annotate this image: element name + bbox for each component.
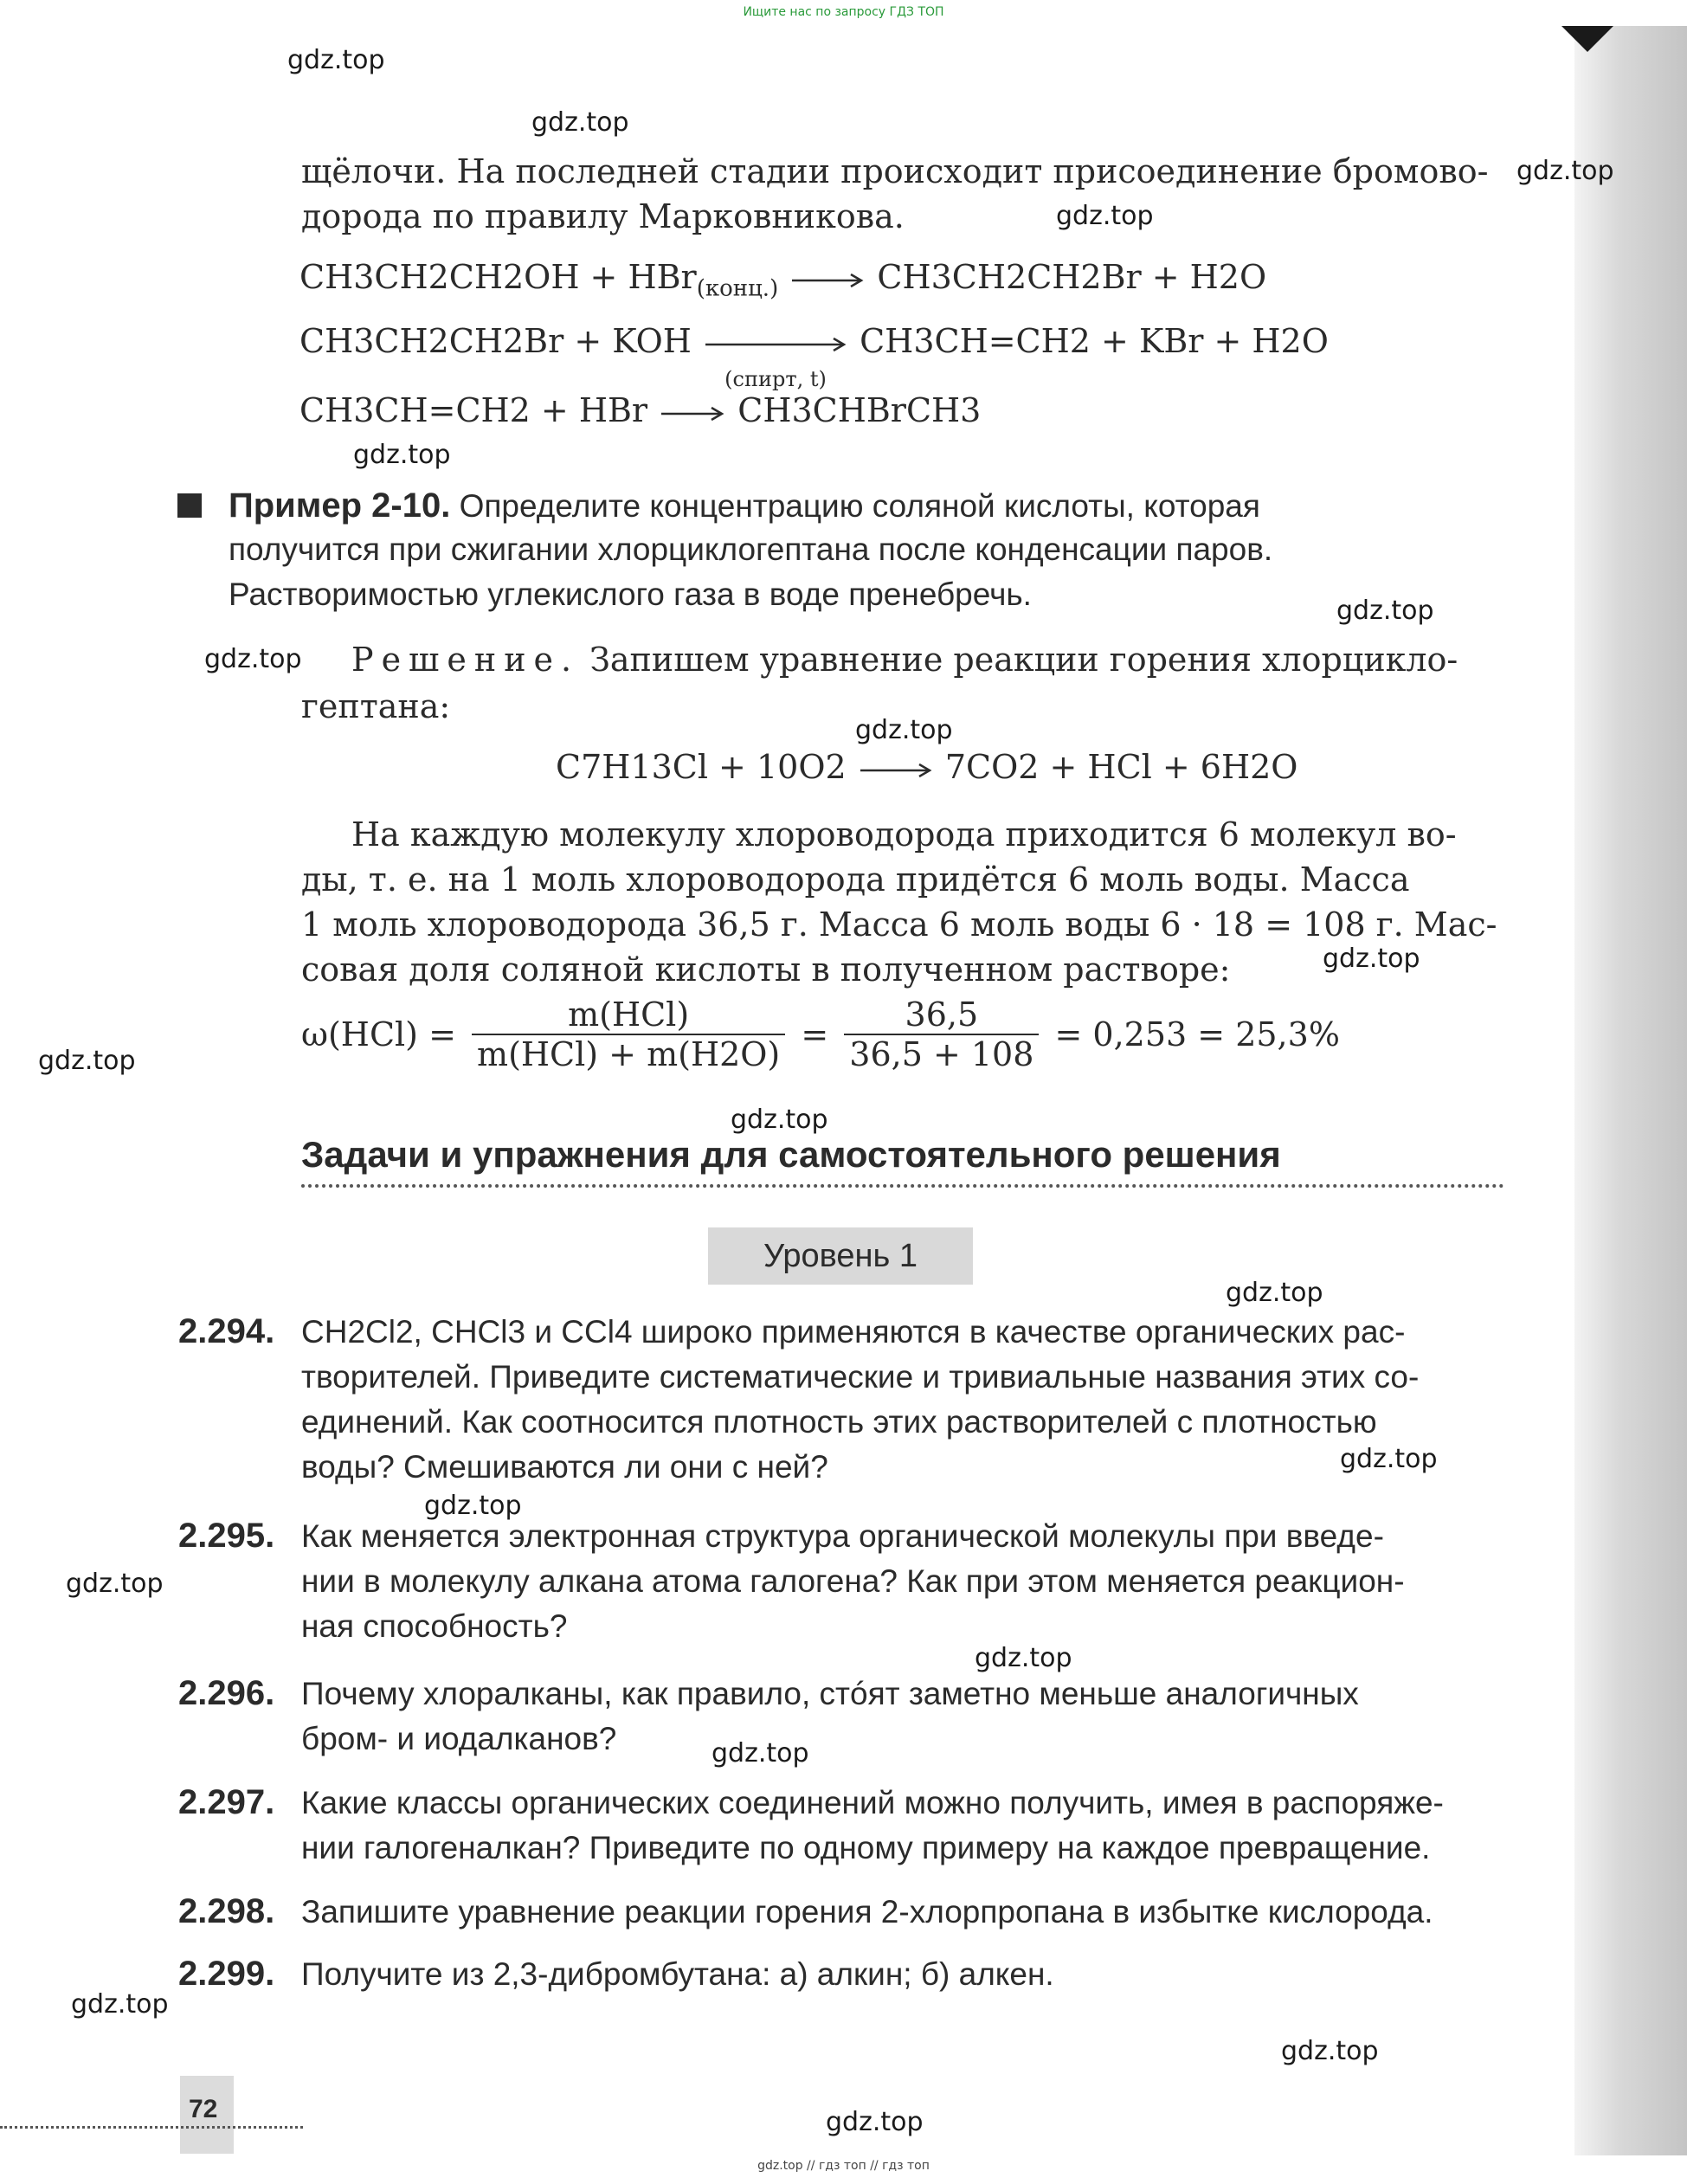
intro-line: щёлочи. На последней стадии происходит присоединение бромово- — [301, 152, 1489, 190]
watermark: gdz.top — [855, 715, 953, 745]
problem-line: воды? Смешиваются ли они с ней? — [301, 1449, 828, 1485]
reaction-arrow-icon — [658, 405, 727, 422]
equation-4 — [556, 748, 1297, 786]
watermark: gdz.top — [1056, 201, 1154, 231]
intro-line: дорода по правилу Марковникова. — [301, 197, 905, 235]
corner-triangle-icon — [1561, 26, 1613, 52]
problem-line: нии в молекулу алкана атома галогена? Как при этом меняется реакцион- — [301, 1563, 1405, 1599]
watermark: gdz.top — [731, 1105, 828, 1135]
solution-paragraph-line: 1 моль хлороводорода 36,5 г. Масса 6 моль воды 6 · 18 = 108 г. Мас- — [301, 905, 1497, 944]
watermark: gdz.top — [287, 45, 385, 75]
problem-line: бром- и иодалканов? — [301, 1721, 617, 1756]
eq1-right: CH3CH2CH2Br + H2O — [877, 258, 1267, 296]
solution-paragraph-line: совая доля соляной кислоты в полученном растворе: — [301, 950, 1231, 989]
watermark: gdz.top — [1281, 2036, 1379, 2066]
problem-line: Как меняется электронная структура органической молекулы при введе- — [301, 1518, 1384, 1554]
reaction-arrow-icon — [789, 272, 866, 289]
example-text: Определите концентрацию соляной кислоты, которая — [459, 488, 1260, 524]
problem-number: 2.297. — [178, 1783, 275, 1821]
watermark: gdz.top — [353, 440, 451, 470]
eq2-right: CH3CH=CH2 + KBr + H2O — [860, 322, 1329, 360]
eq3-right: CH3CHBrCH3 — [737, 391, 982, 429]
example-line: получится при сжигании хлорциклогептана после конденсации паров. — [229, 532, 1273, 567]
watermark: gdz.top — [204, 644, 302, 674]
problem-number: 2.295. — [178, 1517, 275, 1555]
footer-note: gdz.top // гдз топ // гдз топ — [757, 2159, 930, 2173]
watermark: gdz.top — [424, 1491, 522, 1521]
watermark: gdz.top — [712, 1738, 809, 1768]
watermark: gdz.top — [975, 1643, 1072, 1673]
watermark: gdz.top — [1336, 596, 1434, 626]
fraction-numerator: m(HCl) — [568, 995, 690, 1034]
header-note: Ищите нас по запросу ГДЗ ТОП — [743, 5, 944, 19]
fraction-denominator: m(HCl) + m(H2O) — [472, 1034, 785, 1073]
fraction-numeric — [844, 995, 1039, 1073]
problem-line: нии галогеналкан? Приведите по одному примеру на каждое превращение. — [301, 1830, 1431, 1865]
eq4-left: C7H13Cl + 10O2 — [556, 748, 847, 786]
eq2-condition: (спирт, t) — [724, 366, 827, 391]
problem-number: 2.296. — [178, 1674, 275, 1712]
solution-label: Решение. — [351, 641, 580, 679]
mass-fraction-formula — [301, 995, 1340, 1073]
eq1-condition: (конц.) — [696, 275, 779, 302]
watermark: gdz.top — [826, 2107, 924, 2137]
problem-line: творителей. Приведите систематические и тривиальные названия этих со- — [301, 1359, 1420, 1395]
problem-line: ная способность? — [301, 1608, 568, 1644]
watermark: gdz.top — [38, 1046, 136, 1076]
page-number: 72 — [189, 2095, 218, 2123]
fraction-symbolic — [472, 995, 785, 1073]
problem-number: 2.294. — [178, 1312, 275, 1350]
watermark: gdz.top — [66, 1569, 164, 1599]
fraction-numerator: 36,5 — [905, 995, 979, 1034]
equation-2 — [299, 322, 1329, 391]
watermark: gdz.top — [1323, 944, 1420, 974]
example-label: Пример 2-10. — [229, 486, 451, 525]
reaction-arrow-icon — [857, 762, 935, 779]
problem-number: 2.299. — [178, 1955, 275, 1993]
eq2-left: CH3CH2CH2Br + KOH — [299, 322, 692, 360]
formula-lhs: ω(HCl) = — [301, 1015, 456, 1053]
reaction-arrow-icon — [702, 336, 849, 391]
solution-text: Запишем уравнение реакции горения хлорцикло- — [589, 641, 1458, 679]
page-edge-shadow — [1574, 26, 1687, 2155]
formula-result: = 0,253 = 25,3% — [1054, 1015, 1340, 1053]
problem-line: Запишите уравнение реакции горения 2-хлорпропана в избытке кислорода. — [301, 1894, 1433, 1930]
watermark: gdz.top — [1226, 1278, 1323, 1308]
problem-line: Получите из 2,3-дибромбутана: а) алкин; б) алкен. — [301, 1956, 1054, 1992]
equation-3 — [299, 391, 981, 429]
equation-1 — [299, 258, 1266, 302]
equals-sign: = — [801, 1015, 829, 1053]
section-divider — [301, 1184, 1504, 1188]
watermark: gdz.top — [531, 107, 629, 138]
eq3-left: CH3CH=CH2 + HBr — [299, 391, 648, 429]
footer-divider — [0, 2126, 303, 2129]
example-marker-icon — [177, 493, 202, 518]
section-title: Задачи и упражнения для самостоятельного решения — [301, 1134, 1281, 1175]
eq4-right: 7CO2 + HCl + 6H2O — [944, 748, 1298, 786]
example-line — [229, 486, 1260, 525]
problem-line: единений. Как соотносится плотность этих растворителей с плотностью — [301, 1404, 1377, 1440]
solution-line — [351, 641, 1458, 679]
solution-line: гептана: — [301, 687, 451, 725]
watermark: gdz.top — [71, 1989, 169, 2020]
level-badge: Уровень 1 — [708, 1227, 973, 1285]
watermark: gdz.top — [1516, 156, 1614, 186]
example-line: Растворимостью углекислого газа в воде пренебречь. — [229, 577, 1032, 612]
problem-number: 2.298. — [178, 1892, 275, 1930]
solution-paragraph-line: ды, т. е. на 1 моль хлороводорода придётся 6 моль воды. Масса — [301, 860, 1410, 899]
eq1-left: CH3CH2CH2OH + HBr — [299, 258, 697, 296]
problem-line: Почему хлоралканы, как правило, стóят заметно меньше аналогичных — [301, 1676, 1359, 1711]
fraction-denominator: 36,5 + 108 — [844, 1034, 1039, 1073]
solution-paragraph-line: На каждую молекулу хлороводорода приходится 6 молекул во- — [351, 815, 1457, 854]
watermark: gdz.top — [1340, 1444, 1438, 1474]
problem-line: CH2Cl2, CHCl3 и CCl4 широко применяются в качестве органических рас- — [301, 1314, 1406, 1350]
problem-line: Какие классы органических соединений можно получить, имея в распоряже- — [301, 1785, 1444, 1820]
